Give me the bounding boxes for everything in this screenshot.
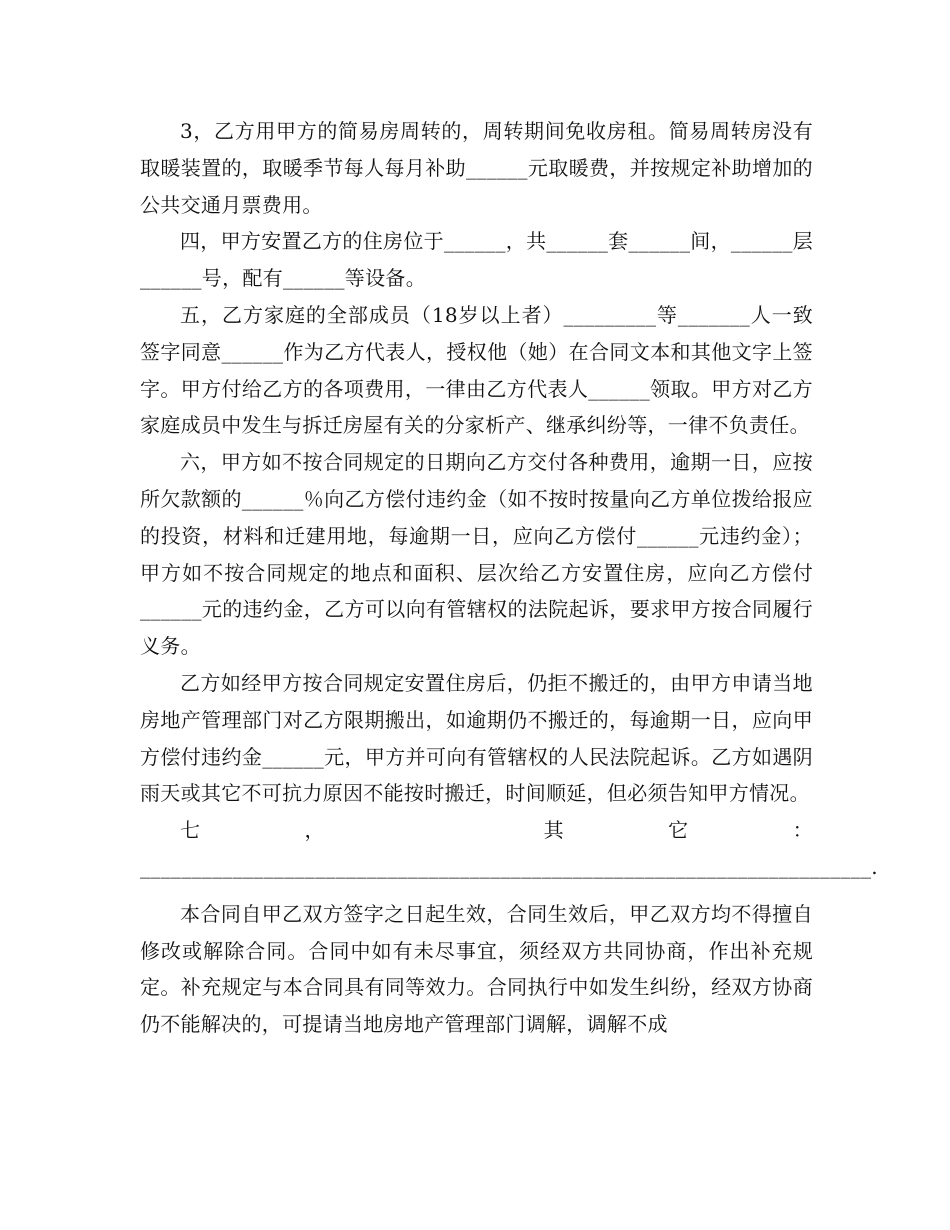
paragraph-contract-effect: 本合同自甲乙双方签字之日起生效，合同生效后，甲乙双方均不得擅自修改或解除合同。合同中如有未尽事宜，须经双方共同协商，作出补充规定。补充规定与本合同具有同等效力。合同执行中如发生纠纷，经双方协商仍不能解决的，可提请当地房地产管理部门调解，调解不成: [140, 901, 813, 1037]
paragraph-housing-location: 四，甲方安置乙方的住房位于______，共______套______间，______层______号，配有______等设备。: [140, 229, 813, 291]
paragraph-heating-subsidy: 3，乙方用甲方的简易房周转的，周转期间免收房租。简易周转房没有取暖装置的，取暖季节每人每月补助______元取暖费，并按规定补助增加的公共交通月票费用。: [140, 119, 813, 217]
document-body: [140, 113, 878, 1043]
paragraph-family-representative: 五，乙方家庭的全部成员（18岁以上者）_________等_______人一致签字同意______作为乙方代表人，授权他（她）在合同文本和其他文字上签字。甲方付给乙方的各项费用，一律由乙方代表人______领取。甲方对乙方家庭成员中发生与拆迁房屋有关的分家析产、继承纠纷等，一律不负责任。: [140, 302, 813, 438]
paragraph-other-terms: 七， 其它：_______________________________________________________________________.: [140, 818, 878, 879]
paragraph-breach-penalty-party-a: 六，甲方如不按合同规定的日期向乙方交付各种费用，逾期一日，应按所欠款额的______％向乙方偿付违约金（如不按时按量向乙方单位拨给报应的投资，材料和迁建用地，每逾期一日，应向乙方偿付______元违约金）；甲方如不按合同规定的地点和面积、层次给乙方安置住房，应向乙方偿付______元的违约金，乙方可以向有管辖权的法院起诉，要求甲方按合同履行义务。: [140, 450, 813, 659]
paragraph-breach-penalty-party-b: 乙方如经甲方按合同规定安置住房后，仍拒不搬迁的，由甲方申请当地房地产管理部门对乙方限期搬出，如逾期仍不搬迁的，每逾期一日，应向甲方偿付违约金______元，甲方并可向有管辖权的人民法院起诉。乙方如遇阴雨天或其它不可抗力原因不能按时搬迁，时间顺延，但必须告知甲方情况。: [140, 670, 813, 806]
